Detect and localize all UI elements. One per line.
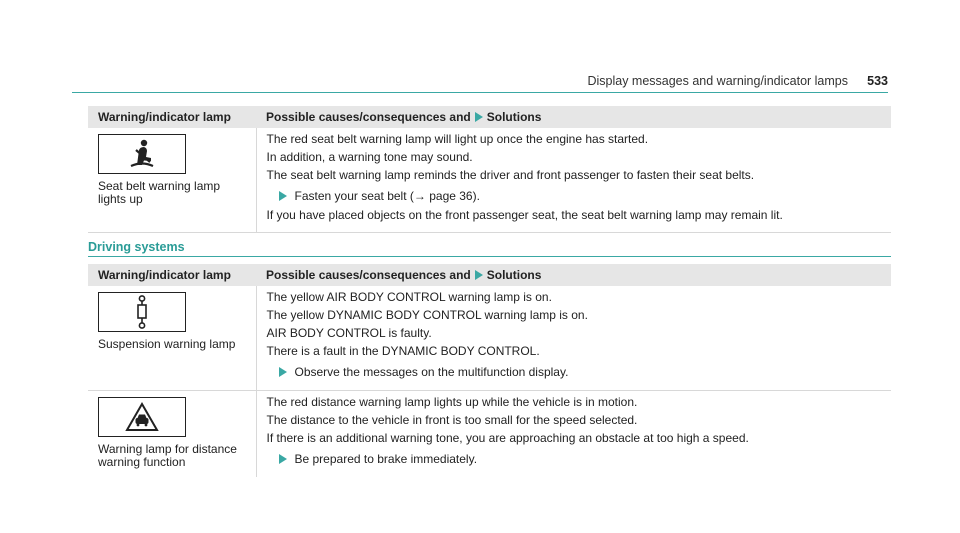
description-line: The seat belt warning lamp reminds the driver and front passenger to fasten their seat belts. xyxy=(266,168,755,182)
description-line: If you have placed objects on the front passenger seat, the seat belt warning lamp may remain lit. xyxy=(266,208,783,222)
description-cell xyxy=(256,286,891,391)
lamp-label-line2: lights up xyxy=(98,192,143,206)
description-line: The yellow DYNAMIC BODY CONTROL warning lamp is on. xyxy=(266,308,588,322)
table-header-row xyxy=(88,264,891,286)
arrow-icon xyxy=(475,112,483,122)
seat-belt-lamp-table xyxy=(88,106,891,233)
description-line: AIR BODY CONTROL is faulty. xyxy=(266,326,432,340)
column-header-causes xyxy=(256,264,891,286)
description-line: The distance to the vehicle in front is too small for the speed selected. xyxy=(266,413,638,427)
description-line: The red seat belt warning lamp will light up once the engine has started. xyxy=(266,132,649,146)
table-row xyxy=(88,391,891,478)
column-header-solutions-text: Solutions xyxy=(486,268,542,282)
arrow-icon xyxy=(279,454,287,464)
table-row xyxy=(88,286,891,391)
lamp-label: Warning lamp for distance xyxy=(98,442,237,456)
column-header-lamp: Warning/indicator lamp xyxy=(88,106,256,128)
description-line: If there is an additional warning tone, you are approaching an obstacle at too high a speed. xyxy=(266,431,749,445)
section-title: Driving systems xyxy=(88,240,185,254)
instruction-text: Fasten your seat belt (→ page 36). xyxy=(294,189,480,203)
column-header-causes xyxy=(256,106,891,128)
table-header-row xyxy=(88,106,891,128)
column-header-lamp: Warning/indicator lamp xyxy=(88,264,256,286)
lamp-cell xyxy=(88,391,256,478)
lamp-label-line2: warning function xyxy=(98,455,186,469)
instruction-step xyxy=(267,452,882,467)
table-row xyxy=(88,128,891,233)
description-line: The yellow AIR BODY CONTROL warning lamp is on. xyxy=(266,290,552,304)
distance-warning-icon xyxy=(98,397,186,437)
arrow-icon xyxy=(279,367,287,377)
instruction-text: Observe the messages on the multifunction display. xyxy=(294,365,569,379)
lamp-label: Seat belt warning lamp xyxy=(98,179,221,193)
instruction-step xyxy=(267,365,882,380)
arrow-icon xyxy=(279,191,287,201)
instruction-step xyxy=(267,189,882,204)
driving-systems-table xyxy=(88,264,891,477)
description-line: In addition, a warning tone may sound. xyxy=(266,150,473,164)
arrow-icon xyxy=(475,270,483,280)
running-header-title: Display messages and warning/indicator lamps xyxy=(587,74,848,88)
description-cell xyxy=(256,391,891,478)
header-divider xyxy=(72,92,888,93)
suspension-icon xyxy=(98,292,186,332)
seat-belt-icon xyxy=(98,134,186,174)
column-header-causes-text: Possible causes/consequences and xyxy=(266,110,471,124)
lamp-cell xyxy=(88,128,256,233)
section-divider xyxy=(88,256,891,257)
page-number: 533 xyxy=(867,74,888,88)
lamp-cell xyxy=(88,286,256,391)
description-cell xyxy=(256,128,891,233)
instruction-text: Be prepared to brake immediately. xyxy=(294,452,478,466)
column-header-causes-text: Possible causes/consequences and xyxy=(266,268,471,282)
description-line: There is a fault in the DYNAMIC BODY CONTROL. xyxy=(266,344,540,358)
column-header-solutions-text: Solutions xyxy=(486,110,542,124)
lamp-label: Suspension warning lamp xyxy=(98,337,236,351)
description-line: The red distance warning lamp lights up while the vehicle is in motion. xyxy=(266,395,638,409)
